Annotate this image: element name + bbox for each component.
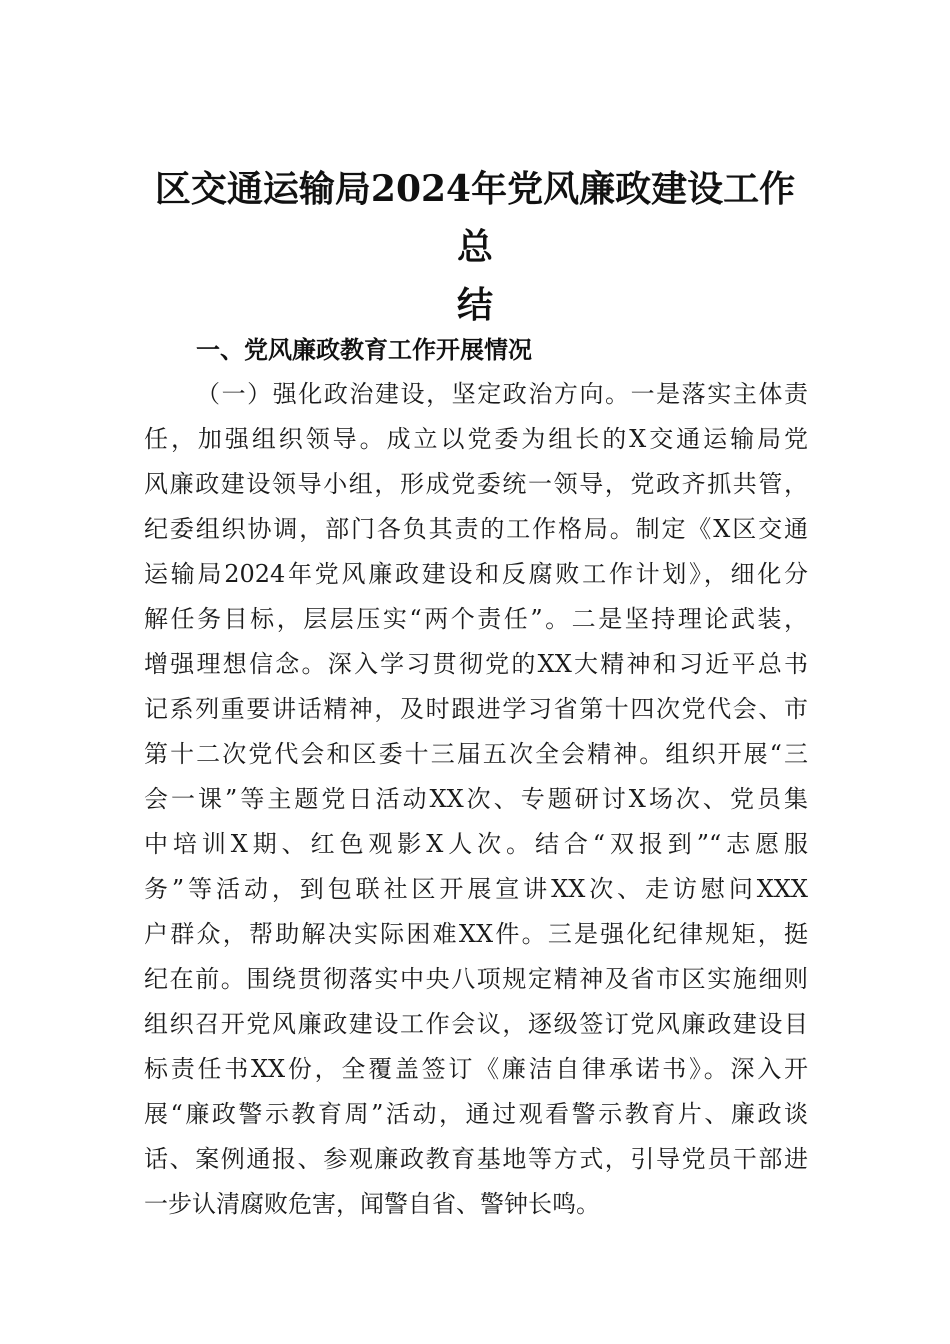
paragraph-line: 纪委组织协调，部门各负其责的工作格局。制定《X区交通 <box>144 515 808 543</box>
section-heading: 一、党风廉政教育工作开展情况 <box>196 336 532 364</box>
paragraph-line: 风廉政建设领导小组，形成党委统一领导，党政齐抓共管， <box>144 470 808 498</box>
paragraph-line: 组织召开党风廉政建设工作会议，逐级签订党风廉政建设目 <box>144 1010 808 1038</box>
title-line-2: 结 <box>456 284 493 326</box>
paragraph-line: 会一课”等主题党日活动XX次、专题研讨X场次、党员集 <box>144 785 808 813</box>
title-line-1: 区交通运输局2024年党风廉政建设工作总 <box>154 168 796 268</box>
paragraph-line: 话、案例通报、参观廉政教育基地等方式，引导党员干部进 <box>144 1145 808 1173</box>
paragraph-line: （一）强化政治建设，坚定政治方向。一是落实主体责 <box>196 380 808 408</box>
paragraph-line: 中培训X期、红色观影X人次。结合“双报到”“志愿服 <box>144 830 808 858</box>
paragraph-line: 解任务目标，层层压实“两个责任”。二是坚持理论武装， <box>144 605 808 633</box>
paragraph-line: 务”等活动，到包联社区开展宣讲XX次、走访慰问XXX <box>144 875 808 903</box>
paragraph-line: 第十二次党代会和区委十三届五次全会精神。组织开展“三 <box>144 740 808 768</box>
paragraph-line: 记系列重要讲话精神，及时跟进学习省第十四次党代会、市 <box>144 695 808 723</box>
paragraph-line: 展“廉政警示教育周”活动，通过观看警示教育片、廉政谈 <box>144 1100 808 1128</box>
paragraph-line: 任，加强组织领导。成立以党委为组长的X交通运输局党 <box>144 425 808 453</box>
paragraph-line: 运输局2024年党风廉政建设和反腐败工作计划》，细化分 <box>144 560 808 588</box>
paragraph-line: 标责任书XX份，全覆盖签订《廉洁自律承诺书》。深入开 <box>144 1055 808 1083</box>
paragraph-line: 纪在前。围绕贯彻落实中央八项规定精神及省市区实施细则 <box>144 965 808 993</box>
paragraph-line: 一步认清腐败危害，闻警自省、警钟长鸣。 <box>144 1190 600 1218</box>
paragraph-line: 增强理想信念。深入学习贯彻党的XX大精神和习近平总书 <box>144 650 808 678</box>
document-title <box>140 160 810 334</box>
paragraph-line: 户群众，帮助解决实际困难XX件。三是强化纪律规矩，挺 <box>144 920 808 948</box>
body-paragraph <box>144 372 808 1227</box>
